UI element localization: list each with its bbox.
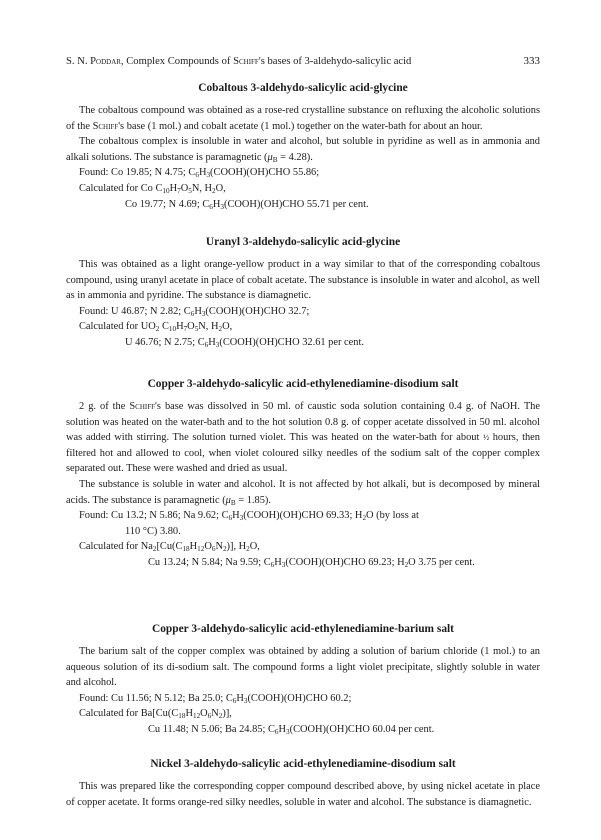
section-cobaltous — [66, 80, 540, 212]
paragraph — [66, 103, 540, 134]
calculated-line: Calculated for $Ba[Cu(C_{18}H_{12}O_6N_2)]$, — [79, 708, 232, 721]
calculated-values: Cu 11.48; N 5.06; Ba 24.85; $C_6H_3(COOH)(OH)CHO$ 60.04 per cent. — [148, 723, 435, 736]
header-title-prefix: Complex Compounds of — [126, 56, 231, 67]
section-title: Cobaltous 3-aldehydo-salicylic acid-glycine — [198, 82, 408, 94]
header-schiff: Schiff — [233, 56, 259, 67]
paragraph: The substance is soluble in water and alcohol. It is not affected by hot alkali, but is decomposed by mineral acids. The substance is paramagnetic $(\mu_B = 1.85)$. — [66, 478, 540, 507]
running-header — [66, 54, 540, 70]
header-title-suffix: 's bases of 3-aldehydo-salicylic acid — [258, 56, 412, 67]
section-copper-barium — [66, 621, 540, 738]
paragraph: This was prepared like the corresponding copper compound described above, by using nickel acetate in place of copper acetate. It forms orange-red silky needles, soluble in water and alcohol. The substance is diamagnetic. — [66, 781, 540, 808]
schiff-name: Schiff — [92, 120, 119, 132]
section-title: Copper 3-aldehydo-salicylic acid-ethylenediamine-disodium salt — [147, 378, 459, 390]
schiff-name: Schiff — [129, 401, 156, 412]
calculated-line: Calculated for $UO_2$ $C_{10}H_7O_5N$, $H_2O$, — [79, 321, 233, 334]
text-run: 2 g. of the — [79, 401, 126, 412]
paragraph — [66, 399, 540, 477]
found-line: Found: Co 19.85; N 4.75; $C_6H_3(COOH)(OH)CHO$ 55.86; — [79, 167, 320, 180]
text-run: 's base was dissolved in 50 ml. of caustic soda solution containing 0.4 g. of NaOH. The solution was heated on the water-bath and to the hot solution 0.8 g. of copper acetate dissolved in 50 ml. alcohol was added with stirring. The solution turned violet. This was heated on the water-bath for about — [66, 401, 540, 444]
paragraph: This was obtained as a light orange-yellow product in a way similar to that of the corresponding cobaltous compound, using uranyl acetate in place of cobalt acetate. The substance is insoluble in water and alcohol, as well as in ammonia and pyridine. The substance is diamagnetic. — [66, 259, 540, 302]
calculated-line: Calculated for $Na_2[Cu(C_{18}H_{12}O_6N_2)]$, $H_2O$, — [79, 541, 260, 554]
section-uranyl — [66, 234, 540, 351]
calculated-values: U 46.76; N 2.75; $C_6H_3(COOH)(OH)CHO$ 32.61 per cent. — [125, 336, 364, 349]
page-number: 333 — [523, 55, 540, 67]
section-nickel-disodium — [66, 756, 540, 810]
text-run: 's base (1 mol.) and cobalt acetate (1 mol.) together on the water-bath for about an hour. — [118, 120, 483, 132]
fraction-half: ½ — [483, 433, 490, 443]
paragraph: The cobaltous complex is insoluble in water and alcohol, but soluble in pyridine as well as in ammonia and alkali solutions. The substance is paramagnetic $(\mu_B = 4.28)$. — [66, 136, 540, 164]
calculated-line: Calculated for Co $C_{10}H_7O_5N$, $H_2O$, — [79, 182, 226, 195]
calculated-values: Co 19.77; N 4.69; $C_6H_3(COOH)(OH)CHO$ 55.71 per cent. — [125, 198, 369, 211]
found-line: Found: U 46.87; N 2.82; $C_6H_3(COOH)(OH)CHO$ 32.7; — [79, 305, 310, 318]
header-author: S. N. Poddar, — [66, 56, 124, 67]
found-line-continued: 110 °C) 3.80. — [125, 525, 181, 537]
calculated-values: Cu 13.24; N 5.84; Na 9.59; $C_6H_3(COOH)(OH)CHO$ 69.23; $H_2O$ 3.75 per cent. — [148, 556, 475, 569]
paragraph: The barium salt of the copper complex was obtained by adding a solution of barium chloride (1 mol.) to an aqueous solution of its di-sodium salt. The compound forms a light violet precipitate, slightly soluble in water and alcohol. — [66, 646, 540, 689]
section-title: Copper 3-aldehydo-salicylic acid-ethylenediamine-barium salt — [152, 623, 454, 635]
section-title: Nickel 3-aldehydo-salicylic acid-ethylenediamine-disodium salt — [150, 758, 456, 770]
found-line: Found: Cu 11.56; N 5.12; Ba 25.0; $C_6H_3(COOH)(OH)CHO$ 60.2; — [79, 692, 352, 705]
section-copper-disodium — [66, 376, 540, 571]
text-run: The cobaltous compound was obtained as a rose-red crystalline substance on refluxing the alcoholic solutions of the — [66, 105, 540, 132]
found-line: Found: Cu 13.2; N 5.86; Na 9.62; $C_6H_3(COOH)(OH)CHO$ 69.33; $H_2O$ (by loss at — [79, 510, 419, 523]
section-title: Uranyl 3-aldehydo-salicylic acid-glycine — [205, 236, 401, 248]
text-run: hours, then filtered hot and allowed to cool, when violet coloured silky needles of the sodium salt of the copper complex separated out. These were washed and dried as usual. — [66, 432, 540, 475]
